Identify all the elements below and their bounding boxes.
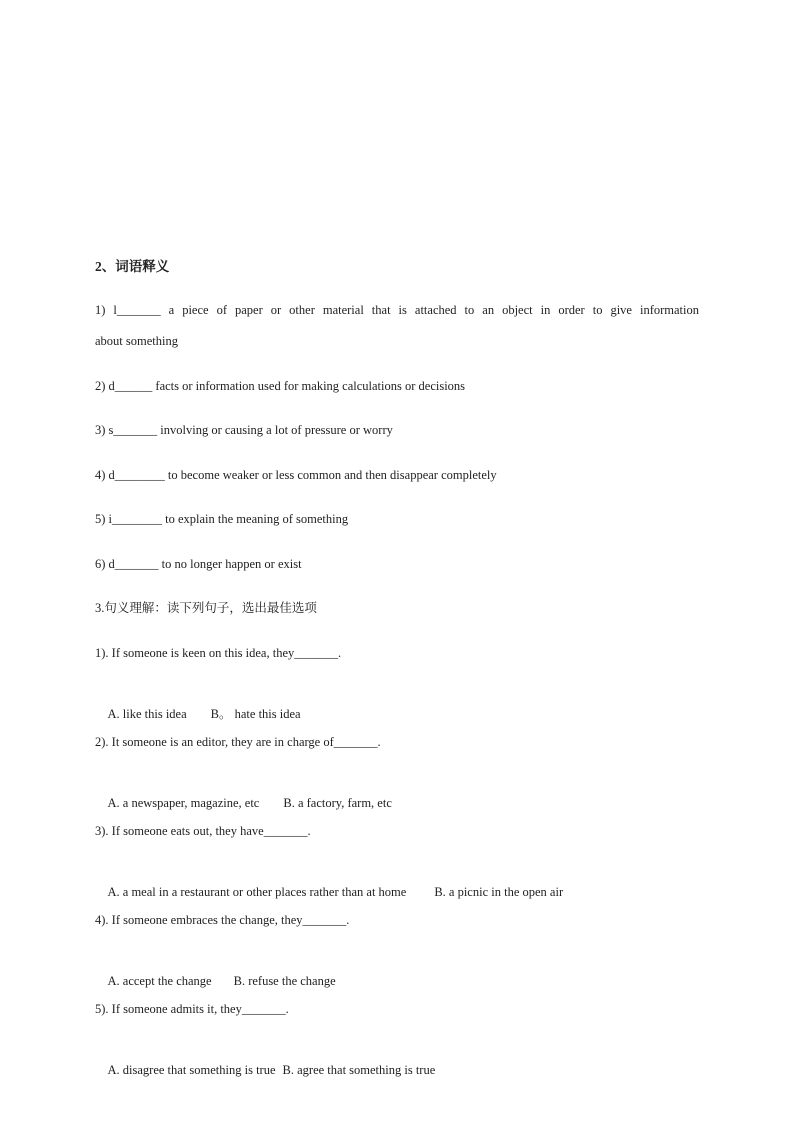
question-4: 4). If someone embraces the change, they_______.	[95, 913, 350, 927]
option-a: A. a meal in a restaurant or other places rather than at home	[107, 885, 407, 899]
option-a: A. like this idea	[107, 707, 187, 721]
question-2-options	[95, 779, 392, 827]
definition-item-2: 2) d______ facts or information used for making calculations or decisions	[95, 379, 466, 393]
option-a: A. a newspaper, magazine, etc	[107, 796, 260, 810]
question-5-options	[95, 1046, 435, 1094]
option-b: B. agree that something is true	[282, 1063, 436, 1077]
question-5: 5). If someone admits it, they_______.	[95, 1002, 289, 1016]
question-2: 2). It someone is an editor, they are in charge of_______.	[95, 735, 381, 749]
definition-item-5: 5) i________ to explain the meaning of something	[95, 512, 349, 526]
definition-item-1: 1) l_______ a piece of paper or other material that is attached to an object in order to give information	[95, 303, 699, 317]
option-b: B. a factory, farm, etc	[283, 796, 392, 810]
definition-item-3: 3) s_______ involving or causing a lot of pressure or worry	[95, 423, 393, 437]
question-1-options	[95, 690, 301, 738]
option-b: B. a picnic in the open air	[434, 885, 564, 899]
option-b: B. refuse the change	[233, 974, 336, 988]
question-1: 1). If someone is keen on this idea, they_______.	[95, 646, 342, 660]
section-2-heading: 2、词语释义	[95, 259, 170, 274]
question-4-options	[95, 957, 336, 1005]
option-a: A. disagree that something is true	[107, 1063, 276, 1077]
question-3-options	[95, 868, 563, 916]
option-a: A. accept the change	[107, 974, 212, 988]
option-b: B。 hate this idea	[210, 707, 301, 721]
question-3: 3). If someone eats out, they have_______.	[95, 824, 311, 838]
section-3-heading: 3.句义理解：读下列句子，选出最佳选项	[95, 601, 317, 615]
definition-item-6: 6) d_______ to no longer happen or exist	[95, 557, 302, 571]
definition-item-1-continued: about something	[95, 334, 178, 348]
definition-item-4: 4) d________ to become weaker or less common and then disappear completely	[95, 468, 497, 482]
